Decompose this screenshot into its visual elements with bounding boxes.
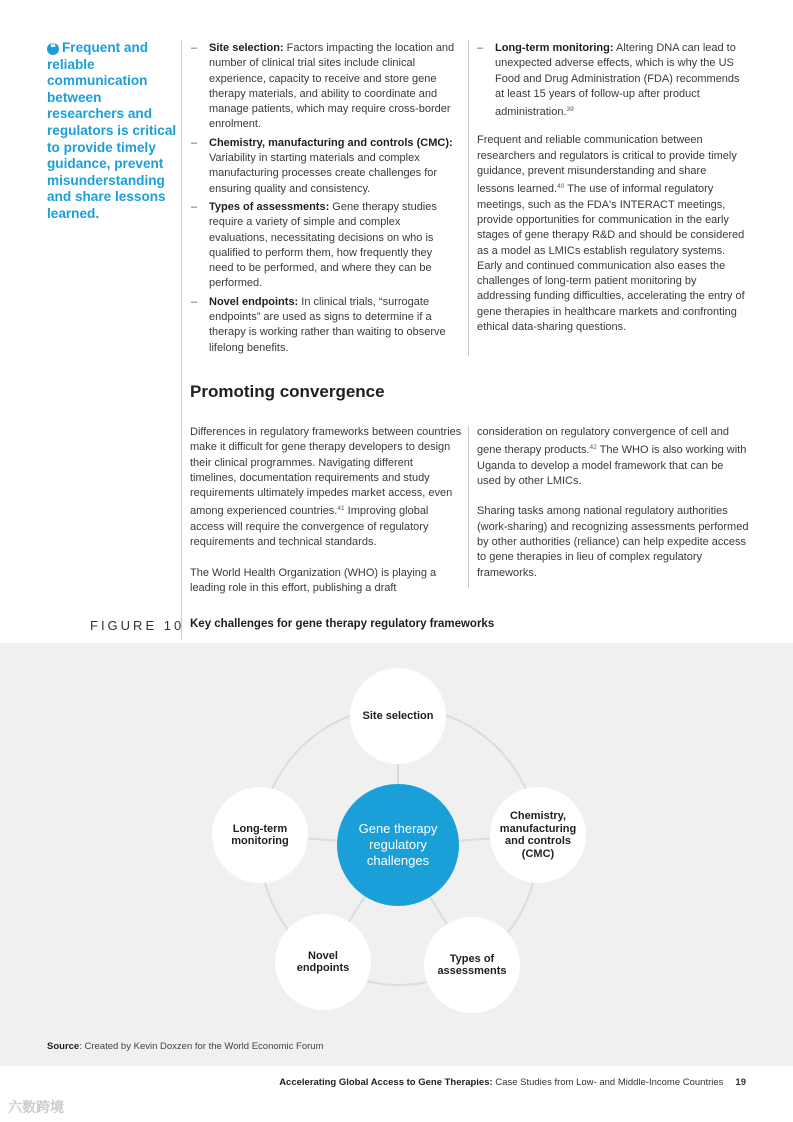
list-item: – Site selection: Factors impacting the location and number of clinical trial sites include clinical experience, capacity to receive and store gene therapy materials, and ability to coordinate and manage patients, which may require cross-border enrolment. <box>191 42 455 131</box>
node-novel-endpoints: Novel endpoints <box>275 914 371 1010</box>
quote-icon: ❝ <box>47 43 59 55</box>
section-heading: Promoting convergence <box>190 382 385 401</box>
figure-title: Key challenges for gene therapy regulatory frameworks <box>190 618 495 630</box>
node-center: Gene therapy regulatory challenges <box>337 784 459 906</box>
watermark: 六数跨境 <box>8 1099 64 1115</box>
list-item: – Types of assessments: Gene therapy studies require a variety of simple and complex evaluations, necessitating decisions on who is qualified to perform them, how frequently they need to be performed, and where they can be performed. <box>191 200 437 290</box>
convergence-paragraph-1: Differences in regulatory frameworks between countries make it difficult for gene therapy developers to design their clinical programmes. Navigating different timelines, documentation requirements and study requirements ultimately impedes market access, even among experienced countries.$^{41}$ Improving global access will require the convergence of regulatory requirements and technical standards. <box>190 426 462 549</box>
communication-paragraph: Frequent and reliable communication between researchers and regulators is critical to provide timely guidance, prevent misunderstanding and share lessons learned.$^{40}$ The use of informal regulatory meetings, such as the FDA's INTERACT meetings, provide opportunities for communication in the early stages of gene therapy R&D and should be considered as a model as LMICs establish regulatory systems. Early and continued communication also eases the challenges of long-term patient monitoring by addressing funding difficulties, accelerating the entry of gene therapies in healthcare markets and confronting ethical data-sharing questions. <box>477 134 745 334</box>
list-item: – Chemistry, manufacturing and controls (CMC): Variability in starting materials and complex manufacturing processes create challenges for ensuring quality and consistency. <box>191 136 453 195</box>
pull-quote-text: Frequent and reliable communication between researchers and regulators is critical to provide timely guidance, prevent misunderstanding and share lessons learned. <box>47 40 177 221</box>
convergence-paragraph-4: Sharing tasks among national regulatory authorities (work-sharing) and recognizing assessments performed by other authorities (reliance) can help expedite access to gene therapies in lieu of complex regulatory frameworks. <box>477 505 749 579</box>
page-footer: Accelerating Global Access to Gene Therapies: Case Studies from Low- and Middle-Income Countries 19 <box>279 1077 746 1088</box>
node-long-term-monitoring: Long-term monitoring <box>212 787 308 883</box>
page-number: 19 <box>735 1077 746 1088</box>
node-cmc: Chemistry, manufacturing and controls (CMC) <box>490 787 586 883</box>
list-item: – Novel endpoints: In clinical trials, “surrogate endpoints” are used as signs to determine if a therapy is working rather than waiting to observe lifelong benefits. <box>191 295 446 354</box>
convergence-paragraph-3: consideration on regulatory convergence of cell and gene therapy products.$^{42}$ The WHO is also working with Uganda to develop a model framework that can be used by other LMICs. <box>477 426 747 487</box>
node-site-selection: Site selection <box>350 668 446 764</box>
list-item: – Long-term monitoring: Altering DNA can lead to unexpected adverse effects, which is why the US Food and Drug Administration (FDA) recommends at least 15 years of follow-up after product administration.$^{39}$ <box>477 42 740 119</box>
convergence-paragraph-2: The World Health Organization (WHO) is playing a leading role in this effort, publishing a draft <box>190 566 437 594</box>
node-types-of-assessments: Types of assessments <box>424 917 520 1013</box>
figure-source: Source: Created by Kevin Doxzen for the World Economic Forum <box>47 1041 324 1052</box>
figure-label: FIGURE 10 <box>90 618 185 633</box>
